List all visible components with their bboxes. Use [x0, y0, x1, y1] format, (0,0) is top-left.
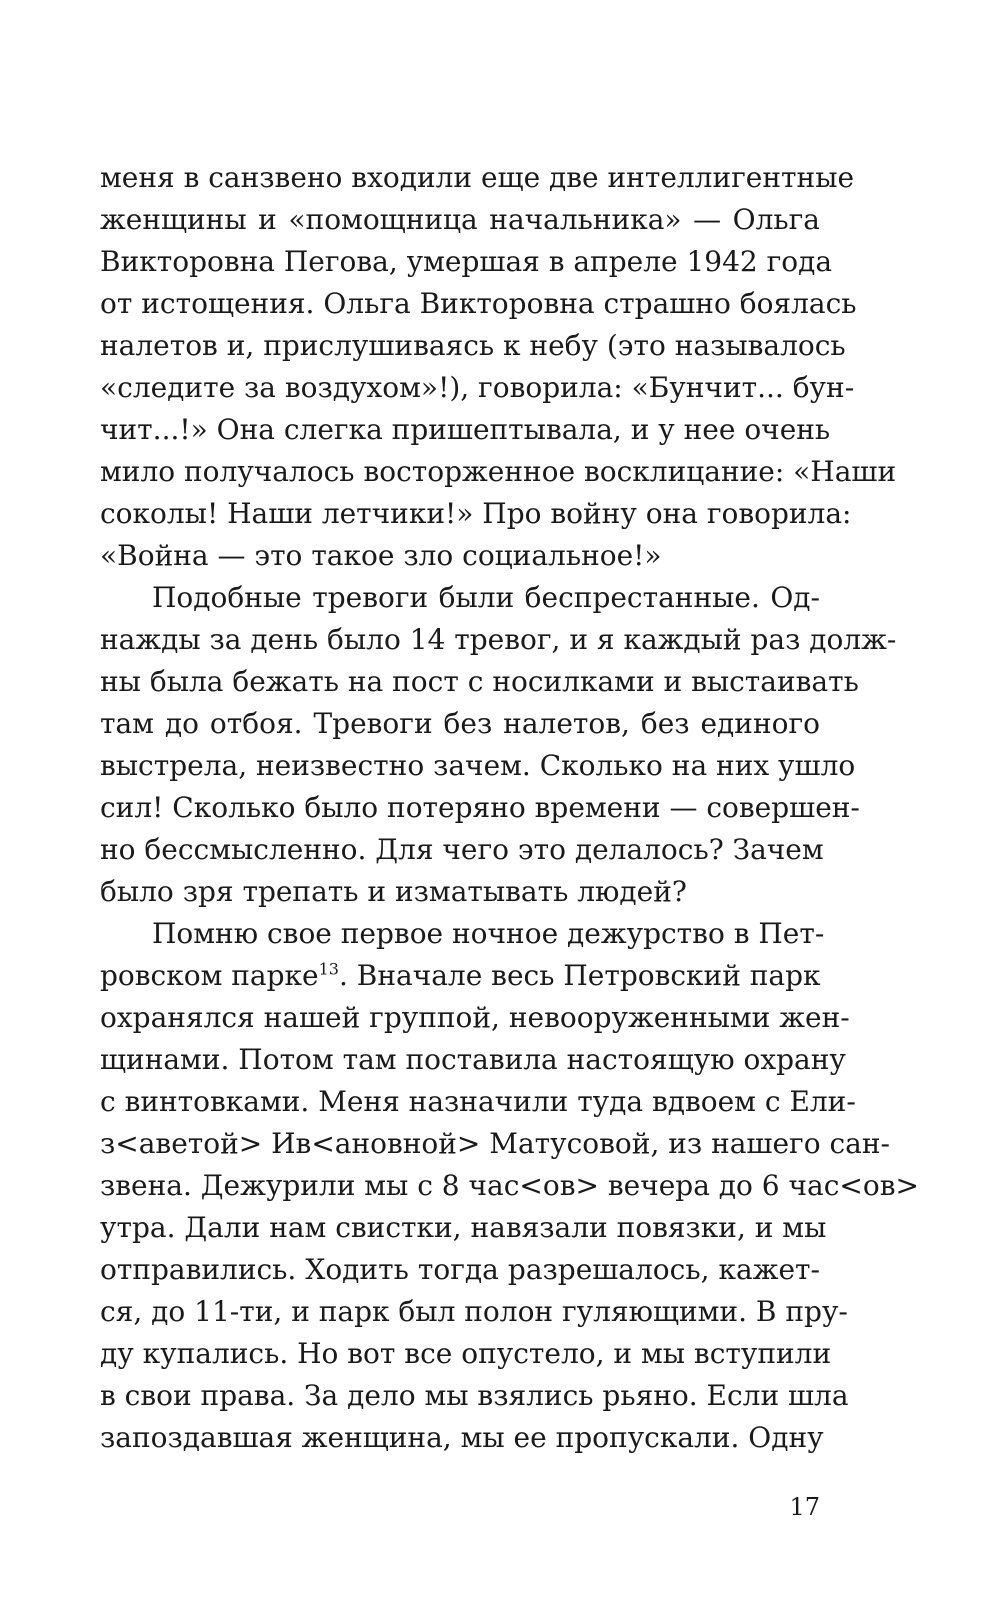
text-line: налетов и, прислушиваясь к небу (это называлось [100, 329, 846, 362]
text-line: с винтовками. Меня назначили туда вдвоем с Ели- [100, 1085, 856, 1118]
text-line: было зря трепать и изматывать людей? [100, 875, 687, 908]
text-line: ны была бежать на пост с носилками и выстаивать [100, 665, 859, 698]
text-line-with-footnote [100, 955, 820, 997]
text-line: запоздавшая женщина, мы ее пропускали. Одну [100, 1421, 824, 1454]
text-line: но бессмысленно. Для чего это делалось? Зачем [100, 833, 824, 866]
text-line: Помню свое первое ночное дежурство в Пет- [152, 917, 825, 950]
page-number: 17 [789, 1493, 820, 1521]
footnote-reference[interactable]: 13 [318, 959, 339, 979]
text-line: там до отбоя. Тревоги без налетов, без единого [100, 707, 820, 740]
text-line: мило получалось восторженное восклицание: «Наши [100, 455, 897, 488]
text-line: Викторовна Пегова, умершая в апреле 1942 года [100, 245, 833, 278]
text-segment: . Вначале весь Петровский парк [338, 959, 821, 992]
text-line: меня в санзвено входили еще две интеллигентные [100, 161, 855, 194]
text-line: охранялся нашей группой, невооруженными жен- [100, 1001, 850, 1034]
text-line: щинами. Потом там поставила настоящую охрану [100, 1043, 846, 1076]
text-line: женщины и «помощница начальника» — Ольга [100, 203, 820, 236]
text-line: от истощения. Ольга Викторовна страшно боялась [100, 287, 857, 320]
text-line: нажды за день было 14 тревог, и я каждый раз долж- [100, 623, 897, 656]
text-line: «следите за воздухом»!), говорила: «Бунчит... бун- [100, 371, 855, 404]
text-line: «Война — это такое зло социальное!» [100, 539, 662, 572]
text-line: соколы! Наши летчики!» Про войну она говорила: [100, 497, 852, 530]
text-line: Подобные тревоги были беспрестанные. Од- [152, 581, 820, 614]
text-line: утра. Дали нам свистки, навязали повязки, и мы [100, 1211, 827, 1244]
text-line: отправились. Ходить тогда разрешалось, кажет- [100, 1253, 820, 1286]
text-line: в свои права. За дело мы взялись рьяно. Если шла [100, 1379, 849, 1412]
text-line: ся, до 11-ти, и парк был полон гуляющими. В пру- [100, 1295, 848, 1328]
text-line: звена. Дежурили мы с 8 час<ов> вечера до 6 час<ов> [100, 1169, 919, 1202]
text-segment: ровском парке [100, 959, 319, 992]
text-line: ду купались. Но вот все опустело, и мы вступили [100, 1337, 832, 1370]
text-line: чит...!» Она слегка пришептывала, и у нее очень [100, 413, 831, 446]
page-text [100, 157, 919, 1459]
text-line: выстрела, неизвестно зачем. Сколько на них ушло [100, 749, 856, 782]
text-line: з<аветой> Ив<ановной> Матусовой, из нашего сан- [100, 1127, 890, 1160]
text-line: сил! Сколько было потеряно времени — совершен- [100, 791, 860, 824]
